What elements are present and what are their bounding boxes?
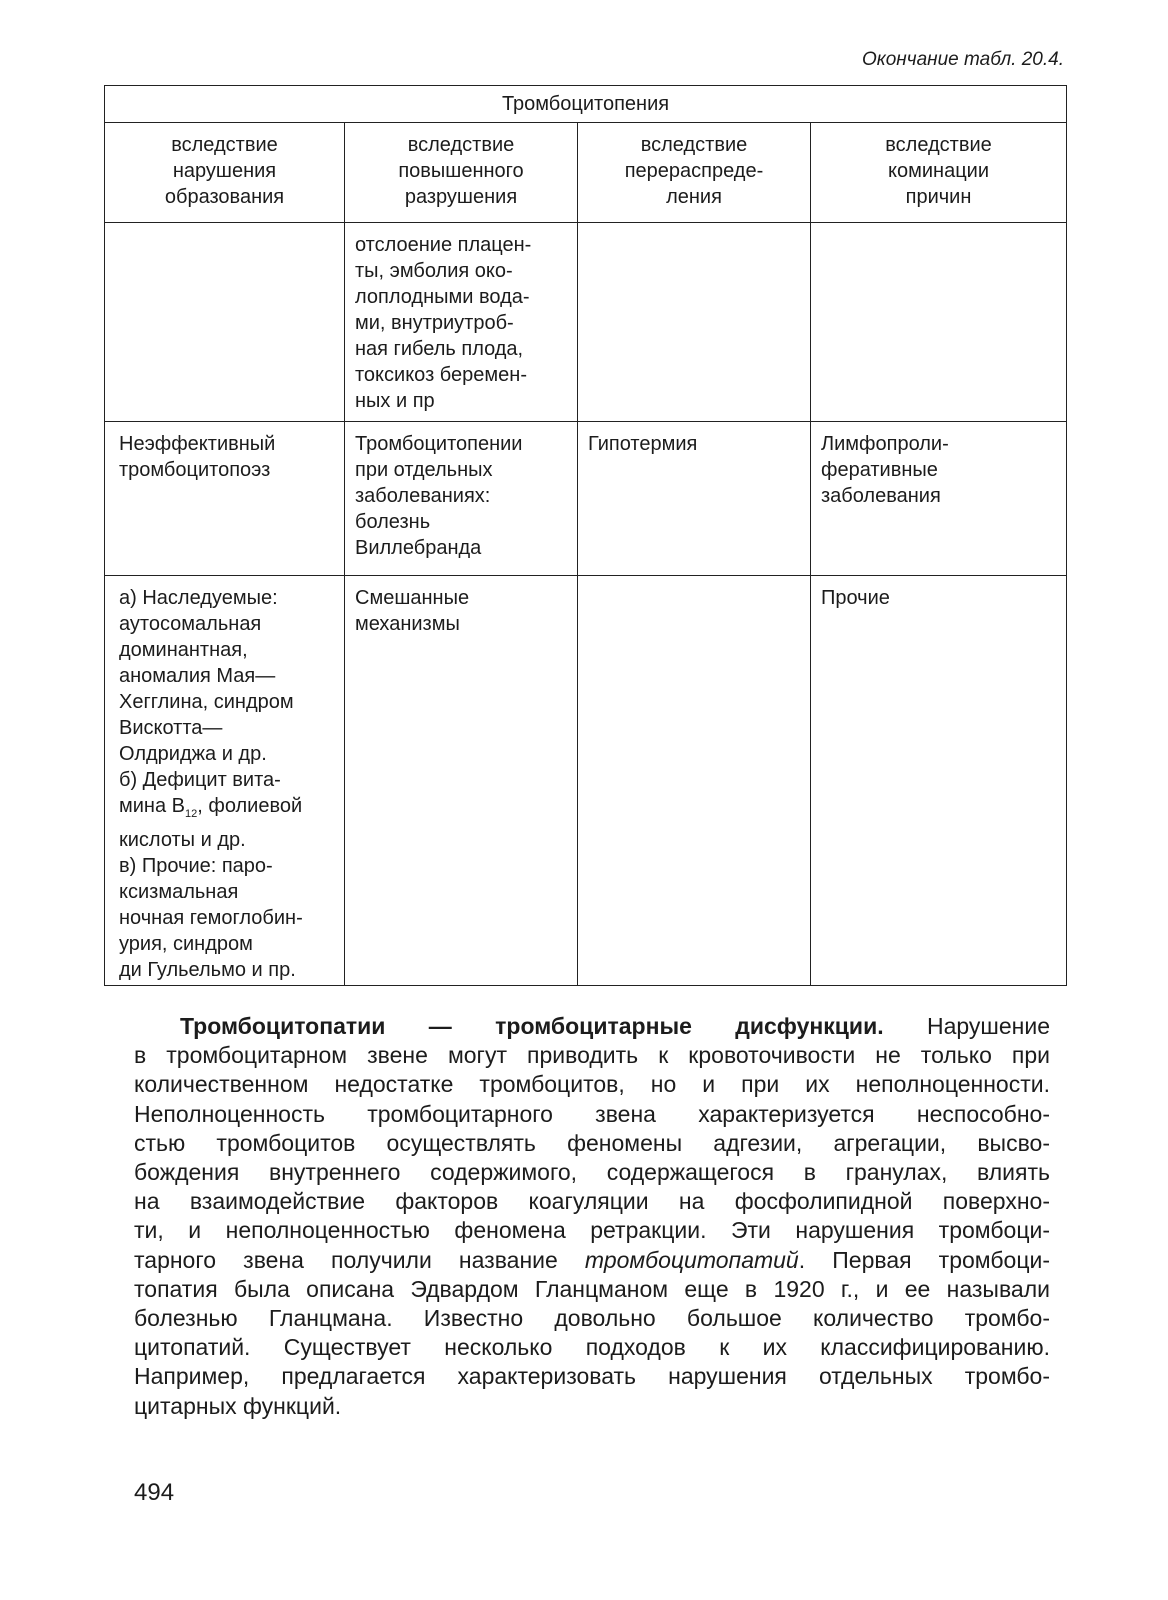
table-main-header: Тромбоцитопения <box>105 86 1067 123</box>
body-paragraph <box>134 1012 1050 1421</box>
column-header: вследствие повышенного разрушения <box>345 123 578 223</box>
paragraph-line: бождения внутреннего содержимого, содержащегося в гранулах, влиять <box>134 1159 1050 1186</box>
table-cell: Тромбоцитопении при отдельных заболеваниях: болезнь Виллебранда <box>345 422 578 576</box>
paragraph-line: ти, и неполноценностью феномена ретракции. Эти нарушения тромбоци- <box>134 1217 1050 1244</box>
paragraph-line: тарного звена получили название тромбоцитопатий. Первая тромбоци- <box>134 1246 1050 1273</box>
paragraph-line: цитопатий. Существует несколько подходов к их классифицированию. <box>134 1334 1050 1361</box>
paragraph-line: на взаимодействие факторов коагуляции на фосфолипидной поверхно- <box>134 1188 1050 1215</box>
table-cell <box>578 576 811 986</box>
table-cell <box>105 223 345 422</box>
paragraph-line: стью тромбоцитов осуществлять феномены адгезии, агрегации, высво- <box>134 1129 1050 1156</box>
paragraph-line: количественном недостатке тромбоцитов, но и при их неполноценности. <box>134 1071 1050 1098</box>
paragraph-line: топатия была описана Эдвардом Гланцманом еще в 1920 г., и ее называли <box>134 1275 1050 1302</box>
term-italic: тромбоцитопатий <box>584 1246 799 1273</box>
table-cell: Прочие <box>811 576 1067 986</box>
table-cell <box>811 223 1067 422</box>
paragraph-line: Тромбоцитопатии — тромбоцитарные дисфункции. Нарушение <box>180 1013 1050 1039</box>
table-cell: Неэффективный тромбоцитопоэз <box>105 422 345 576</box>
table-row <box>105 576 1067 986</box>
paragraph-heading: Тромбоцитопатии — тромбоцитарные дисфункции. <box>180 1013 884 1039</box>
paragraph-line: Неполноценность тромбоцитарного звена характеризуется неспособно- <box>134 1100 1050 1127</box>
table-cell: отслоение плацен- ты, эмболия око- лоплодными вода- ми, внутриутроб- ная гибель плода, токсикоз беремен- ных и пр <box>345 223 578 422</box>
paragraph-line: Например, предлагается характеризовать нарушения отдельных тромбо- <box>134 1363 1050 1390</box>
column-header: вследствие коминации причин <box>811 123 1067 223</box>
table-cell: Смешанные механизмы <box>345 576 578 986</box>
table-caption: Окончание табл. 20.4. <box>861 49 1064 70</box>
thrombocytopenia-table <box>104 85 1067 986</box>
paragraph-line: цитарных функций. <box>134 1392 342 1419</box>
table-cell <box>578 223 811 422</box>
paragraph-line: болезнью Гланцмана. Известно довольно большое количество тромбо- <box>134 1305 1050 1332</box>
column-header: вследствие нарушения образования <box>105 123 345 223</box>
table-cell: а) Наследуемые: аутосомальная доминантная, аномалия Мая— Хегглина, синдром Вискотта— Олдриджа и др. б) Дефицит вита- мина $B_{12}$, фолиевой кислоты и др. в) Прочие: паро- ксизмальная ночная гемоглобин- урия, синдром ди Гульельмо и пр. <box>105 576 345 986</box>
table-cell: Лимфопроли- феративные заболевания <box>811 422 1067 576</box>
column-header: вследствие перераспреде- ления <box>578 123 811 223</box>
table-row <box>105 223 1067 422</box>
table-row <box>105 422 1067 576</box>
page-number: 494 <box>134 1479 175 1506</box>
table-cell: Гипотермия <box>578 422 811 576</box>
paragraph-line: в тромбоцитарном звене могут приводить к кровоточивости не только при <box>134 1042 1050 1069</box>
